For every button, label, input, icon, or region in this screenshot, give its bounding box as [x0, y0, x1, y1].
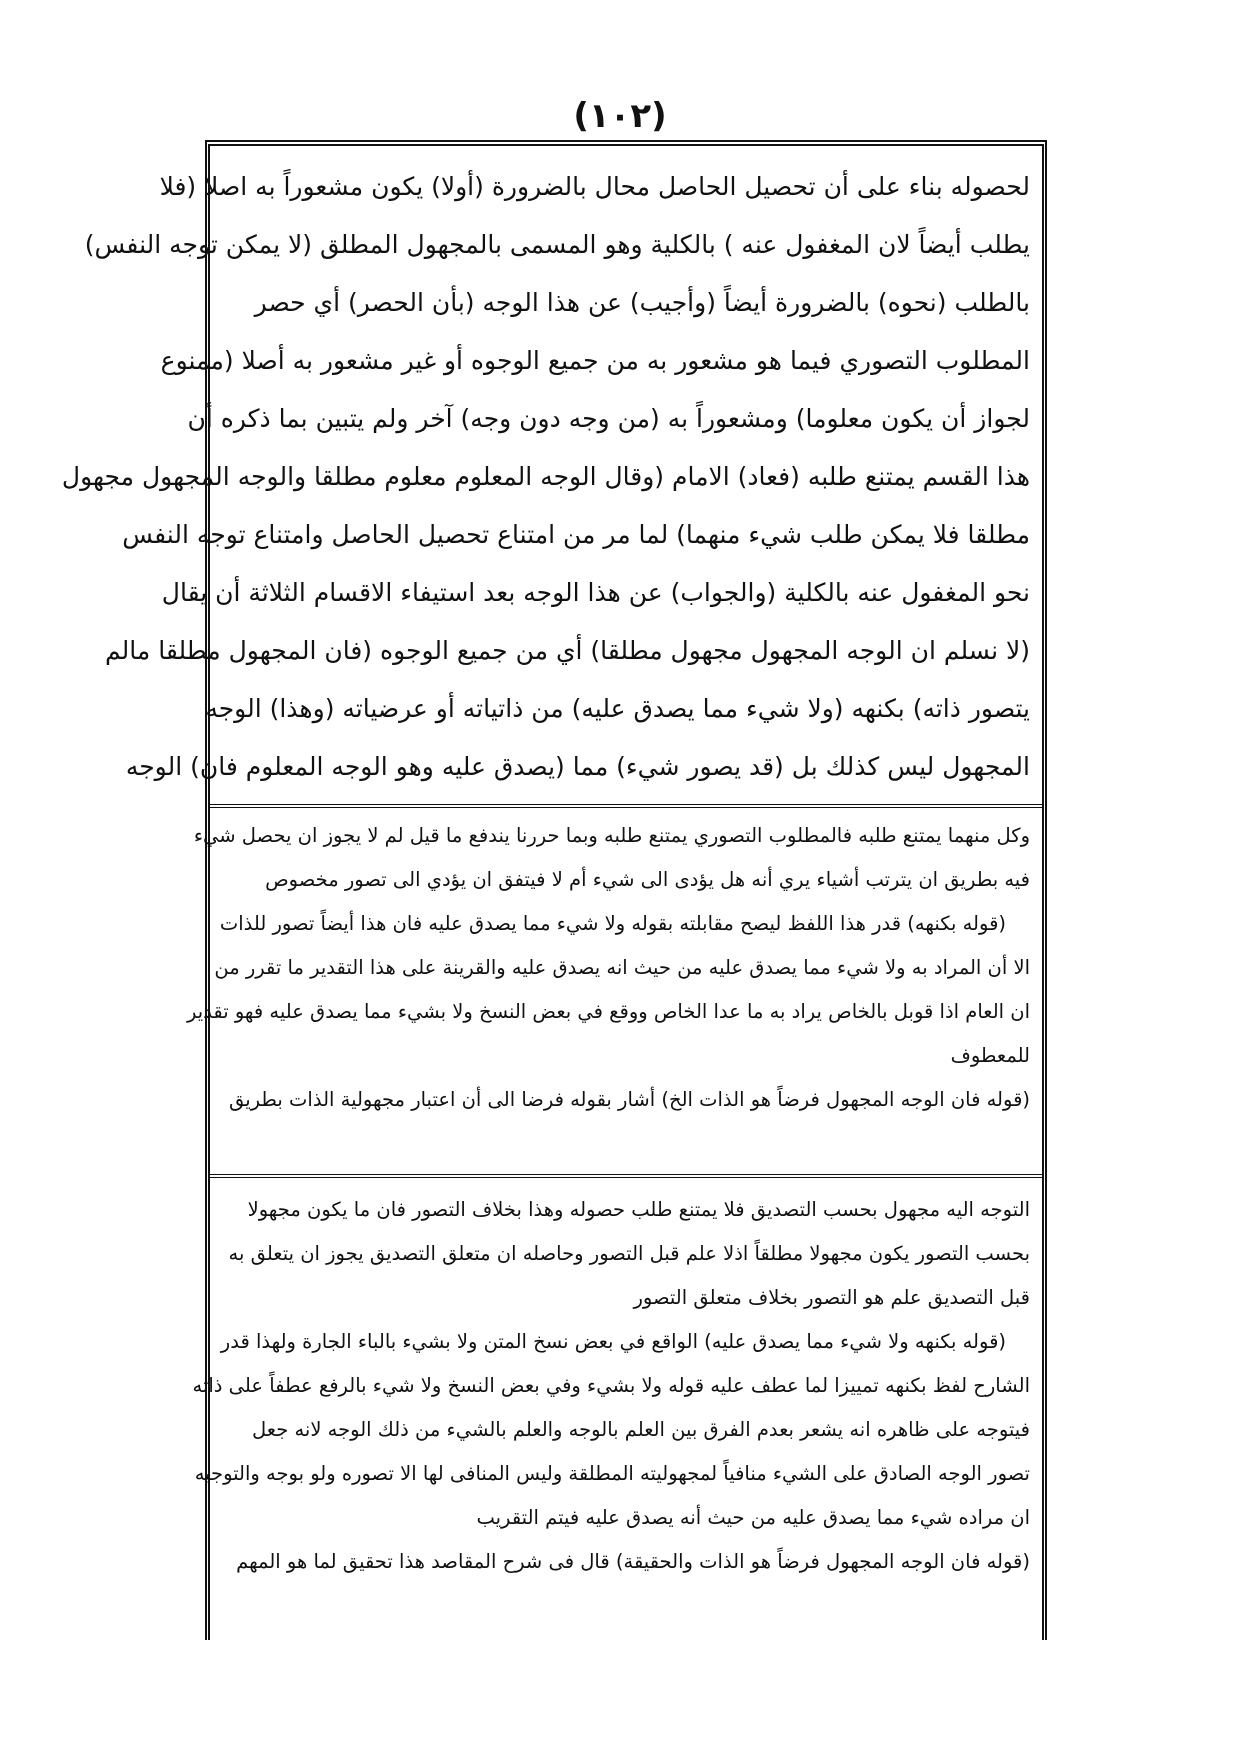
- main-text-line: لجواز أن يكون معلوما) ومشعوراً به (من وجه دون وجه) آخر ولم يتبين بما ذكره أن: [187, 404, 1030, 433]
- commentary-line: فيه بطريق ان يترتب أشياء يري أنه هل يؤدى الى شيء أم لا فيتفق ان يؤدي الى تصور مخصوص: [265, 868, 1030, 891]
- main-text-line: هذا القسم يمتنع طلبه (فعاد) الامام (وقال الوجه المعلوم معلوم مطلقا والوجه المجهول مجهول: [61, 462, 1030, 491]
- page-number: (١٠٢): [573, 96, 667, 136]
- commentary-line: التوجه اليه مجهول بحسب التصديق فلا يمتنع طلب حصوله وهذا بخلاف التصور فان ما يكون مجهولا: [247, 1198, 1030, 1221]
- commentary-first: [186, 814, 1030, 1122]
- main-text-line: يطلب أيضاً لان المغفول عنه ) بالكلية وهو المسمى بالمجهول المطلق (لا يمكن توجه النفس): [84, 230, 1030, 259]
- commentary-line: فيتوجه على ظاهره انه يشعر بعدم الفرق بين العلم بالوجه والعلم بالشيء من ذلك الوجه لانه جعل: [252, 1418, 1030, 1441]
- page-frame: [61, 140, 1047, 1640]
- commentary-line: ان العام اذا قوبل بالخاص يراد به ما عدا الخاص ووقع في بعض النسخ ولا بشيء مما يصدق عليه فهو تقدير: [186, 1000, 1030, 1023]
- commentary-second: [192, 1188, 1030, 1584]
- commentary-line: الا أن المراد به ولا شيء مما يصدق عليه من حيث انه يصدق عليه والقرينة على هذا التقدير ما تقرر من: [214, 956, 1030, 979]
- commentary-line: ان مراده شيء مما يصدق عليه من حيث أنه يصدق عليه فيتم التقريب: [476, 1506, 1030, 1529]
- commentary-line: (قوله بكنهه) قدر هذا اللفظ ليصح مقابلته بقوله ولا شيء مما يصدق عليه فان هذا أيضاً تصور للذات: [219, 912, 1006, 935]
- main-text-line: يتصور ذاته) بكنهه (ولا شيء مما يصدق عليه) من ذاتياته أو عرضياته (وهذا) الوجه: [205, 694, 1030, 723]
- commentary-line: (قوله بكنهه ولا شيء مما يصدق عليه) الواقع في بعض نسخ المتن ولا بشيء بالباء الجارة ولهذا قدر: [220, 1330, 1006, 1353]
- main-text-line: نحو المغفول عنه بالكلية (والجواب) عن هذا الوجه بعد استيفاء الاقسام الثلاثة أن يقال: [161, 578, 1030, 607]
- commentary-line: تصور الوجه الصادق على الشيء منافياً لمجهوليته المطلقة وليس المنافى لها الا تصوره ولو بوجه والتوجيه: [194, 1462, 1030, 1485]
- commentary-line: للمعطوف: [950, 1044, 1030, 1067]
- section-divider: [210, 804, 1042, 808]
- commentary-line: (قوله فان الوجه المجهول فرضاً هو الذات الخ) أشار بقوله فرضا الى أن اعتبار مجهولية الذات بطريق: [228, 1088, 1030, 1111]
- commentary-line: بحسب التصور يكون مجهولا مطلقاً اذلا علم قبل التصور وحاصله ان متعلق التصديق يجوز ان يتعلق به: [228, 1242, 1030, 1265]
- main-text-line: المطلوب التصوري فيما هو مشعور به من جميع الوجوه أو غير مشعور به أصلا (ممنوع: [160, 346, 1030, 375]
- main-text-line: مطلقا فلا يمكن طلب شيء منهما) لما مر من امتناع تحصيل الحاصل وامتناع توجه النفس: [122, 520, 1030, 549]
- main-text: [61, 158, 1030, 796]
- commentary-line: الشارح لفظ بكنهه تمييزا لما عطف عليه قوله ولا بشيء وفي بعض النسخ ولا شيء بالرفع عطفاً على ذاته: [192, 1374, 1030, 1397]
- commentary-line: (قوله فان الوجه المجهول فرضاً هو الذات والحقيقة) قال فى شرح المقاصد هذا تحقيق لما هو المهم: [236, 1550, 1030, 1573]
- commentary-line: وكل منهما يمتنع طلبه فالمطلوب التصوري يمتنع طلبه وبما حررنا يندفع ما قيل لم لا يجوز ان يحصل شيء: [193, 824, 1030, 847]
- commentary-line: قبل التصديق علم هو التصور بخلاف متعلق التصور: [633, 1286, 1030, 1309]
- main-text-line: لحصوله بناء على أن تحصيل الحاصل محال بالضرورة (أولا) يكون مشعوراً به اصلا (فلا: [159, 172, 1030, 201]
- main-text-line: بالطلب (نحوه) بالضرورة أيضاً (وأجيب) عن هذا الوجه (بأن الحصر) أي حصر: [254, 288, 1030, 317]
- main-text-line: المجهول ليس كذلك بل (قد يصور شيء) مما (يصدق عليه وهو الوجه المعلوم فان) الوجه: [125, 752, 1030, 781]
- section-divider: [210, 1174, 1042, 1178]
- main-text-line: (لا نسلم ان الوجه المجهول مجهول مطلقا) أي من جميع الوجوه (فان المجهول مطلقا مالم: [105, 636, 1030, 665]
